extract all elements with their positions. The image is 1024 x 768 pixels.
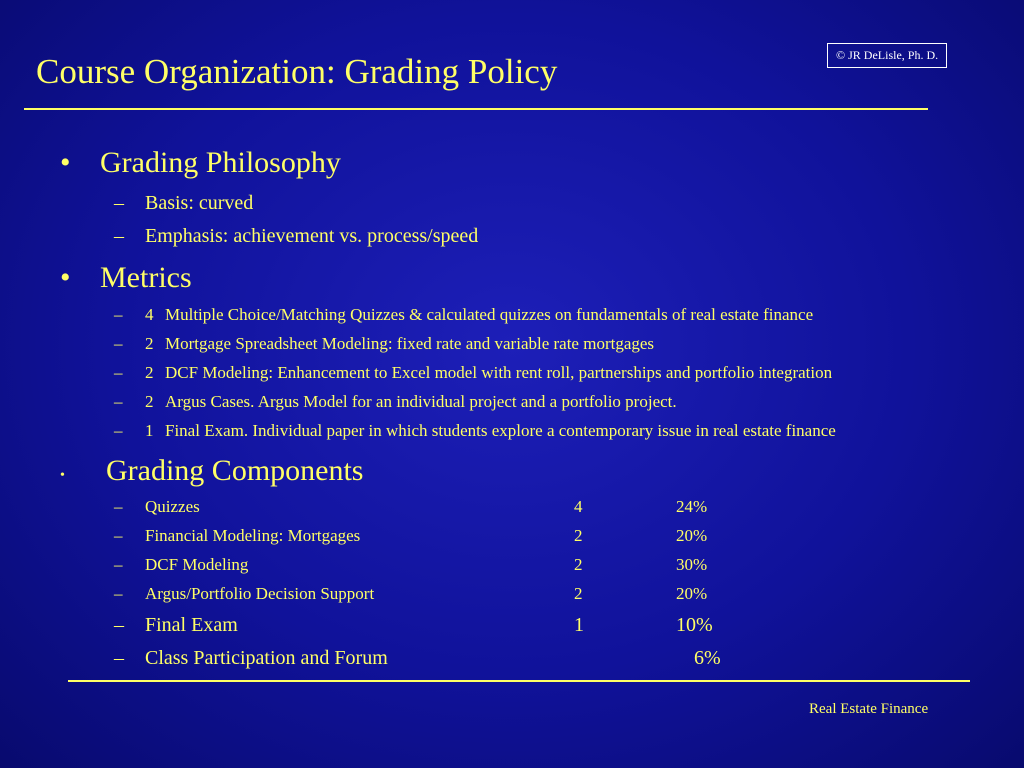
component-name: Quizzes xyxy=(145,497,200,516)
title-divider xyxy=(24,108,928,110)
philosophy-item-text: Basis: curved xyxy=(145,192,254,214)
dash-glyph: – xyxy=(114,334,123,353)
dash-glyph: – xyxy=(114,614,124,636)
component-name: DCF Modeling xyxy=(145,555,249,574)
dash-glyph: – xyxy=(114,555,123,574)
dash-glyph: – xyxy=(114,225,124,247)
component-percent: 6% xyxy=(694,647,721,669)
metric-text: Mortgage Spreadsheet Modeling: fixed rate and variable rate mortgages xyxy=(165,334,655,353)
component-count: 1 xyxy=(574,614,584,636)
component-count: 4 xyxy=(574,497,583,516)
metric-count: 2 xyxy=(145,363,154,382)
metric-text: Multiple Choice/Matching Quizzes & calculated quizzes on fundamentals of real estate finance xyxy=(165,305,814,324)
component-percent: 20% xyxy=(676,526,708,545)
dash-glyph: – xyxy=(114,421,123,440)
component-count: 2 xyxy=(574,555,583,574)
component-percent: 20% xyxy=(676,584,708,603)
dash-glyph: – xyxy=(114,647,124,669)
section-heading: Metrics xyxy=(100,261,192,294)
metric-text: DCF Modeling: Enhancement to Excel model with rent roll, partnerships and portfolio integration xyxy=(165,363,833,382)
footer-divider xyxy=(68,680,970,682)
philosophy-item-text: Emphasis: achievement vs. process/speed xyxy=(145,225,479,247)
dash-glyph: – xyxy=(114,584,123,603)
metric-count: 4 xyxy=(145,305,154,324)
metric-text: Final Exam. Individual paper in which students explore a contemporary issue in real estate finance xyxy=(165,421,836,440)
bullet-glyph: • xyxy=(60,468,65,483)
metric-text: Argus Cases. Argus Model for an individual project and a portfolio project. xyxy=(165,392,677,411)
bullet-glyph: • xyxy=(60,261,71,294)
component-percent: 10% xyxy=(676,614,713,636)
bullet-glyph: • xyxy=(60,146,71,179)
metric-count: 1 xyxy=(145,421,154,440)
dash-glyph: – xyxy=(114,363,123,382)
section-heading: Grading Philosophy xyxy=(100,146,341,179)
component-count: 2 xyxy=(574,526,583,545)
copyright-notice: © JR DeLisle, Ph. D. xyxy=(827,43,947,68)
component-name: Argus/Portfolio Decision Support xyxy=(145,584,375,603)
dash-glyph: – xyxy=(114,526,123,545)
component-name: Class Participation and Forum xyxy=(145,647,388,669)
dash-glyph: – xyxy=(114,192,124,214)
component-percent: 24% xyxy=(676,497,708,516)
slide-title: Course Organization: Grading Policy xyxy=(36,52,558,91)
metric-count: 2 xyxy=(145,334,154,353)
component-name: Final Exam xyxy=(145,614,238,636)
component-count: 2 xyxy=(574,584,583,603)
component-percent: 30% xyxy=(676,555,708,574)
dash-glyph: – xyxy=(114,305,123,324)
dash-glyph: – xyxy=(114,497,123,516)
component-name: Financial Modeling: Mortgages xyxy=(145,526,361,545)
footer-course-name: Real Estate Finance xyxy=(809,701,929,717)
metric-count: 2 xyxy=(145,392,154,411)
dash-glyph: – xyxy=(114,392,123,411)
section-heading: Grading Components xyxy=(106,454,364,487)
